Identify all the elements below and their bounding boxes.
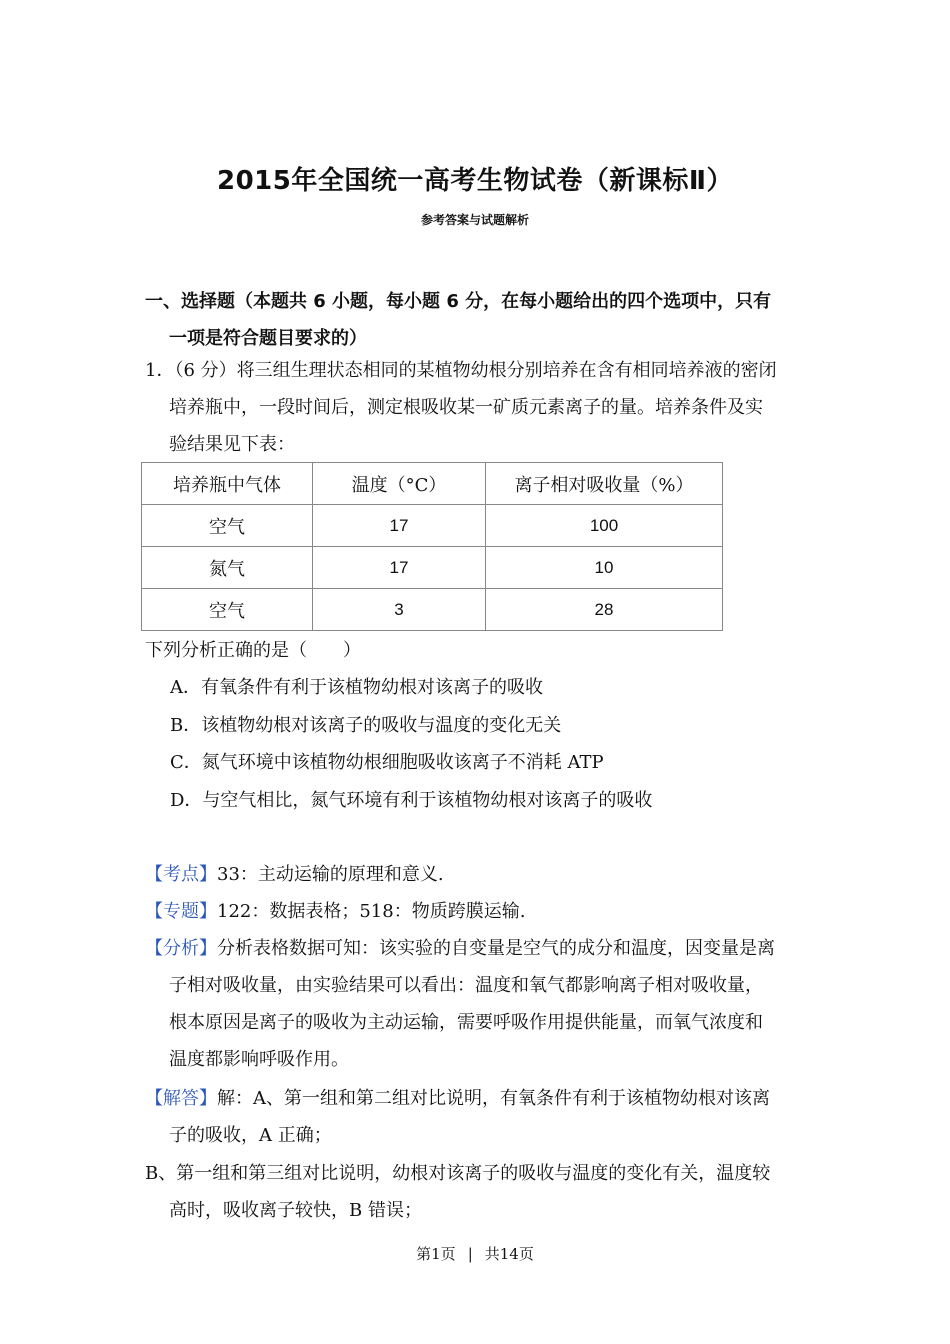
fenxi-paragraph (145, 930, 810, 1078)
fenxi-line2: 子相对吸收量，由实验结果可以看出：温度和氧气都影响离子相对吸收量， (169, 975, 763, 996)
answer-b-line2: 高时，吸收离子较快，B 错误； (169, 1200, 422, 1221)
section-heading-line2: 一项是符合题目要求的） (169, 328, 367, 349)
option-a: A．有氧条件有利于该植物幼根对该离子的吸收 (170, 677, 543, 698)
question-stem-line3: 验结果见下表： (169, 434, 295, 455)
table-header-cell: 培养瓶中气体 (142, 463, 313, 505)
table-cell: 3 (313, 589, 486, 631)
table-row (142, 547, 723, 589)
answer-b-paragraph (145, 1155, 810, 1229)
zhuanti-tag: 【专题】 (145, 901, 217, 922)
table-cell: 17 (313, 547, 486, 589)
table-cell: 28 (486, 589, 723, 631)
jieda-paragraph (145, 1080, 810, 1154)
kaodian-text: 33：主动运输的原理和意义. (217, 864, 444, 885)
table-row (142, 505, 723, 547)
table-cell: 空气 (142, 505, 313, 547)
table-header-cell: 温度（°C） (313, 463, 486, 505)
section-heading (145, 283, 810, 357)
question-1-stem (145, 352, 810, 463)
table-cell: 氮气 (142, 547, 313, 589)
results-table (141, 462, 723, 631)
option-b: B．该植物幼根对该离子的吸收与温度的变化无关 (170, 714, 562, 736)
answer-b-line1: B、第一组和第三组对比说明，幼根对该离子的吸收与温度的变化有关，温度较 (145, 1163, 771, 1184)
jieda-line2: 子的吸收，A 正确； (169, 1125, 332, 1146)
table-cell: 100 (486, 505, 723, 547)
kaodian-line (145, 856, 810, 893)
section-heading-line1: 一、选择题（本题共 6 小题，每小题 6 分，在每小题给出的四个选项中，只有 (145, 291, 772, 312)
fenxi-line3: 根本原因是离子的吸收为主动运输，需要呼吸作用提供能量，而氧气浓度和 (169, 1012, 763, 1033)
page-total: 共14页 (484, 1245, 534, 1263)
jieda-tag: 【解答】 (145, 1088, 217, 1109)
table-row (142, 589, 723, 631)
question-stem-line1: 1．（6 分）将三组生理状态相同的某植物幼根分别培养在含有相同培养液的密闭 (145, 360, 777, 381)
fenxi-tag: 【分析】 (145, 938, 217, 959)
option-c: C．氮气环境中该植物幼根细胞吸收该离子不消耗 ATP (170, 752, 604, 773)
table-cell: 10 (486, 547, 723, 589)
fenxi-line4: 温度都影响呼吸作用。 (169, 1049, 349, 1070)
zhuanti-line (145, 893, 810, 930)
page-title: 2015年全国统一高考生物试卷（新课标Ⅱ） (217, 166, 733, 196)
fenxi-line1: 分析表格数据可知：该实验的自变量是空气的成分和温度，因变量是离 (217, 938, 775, 959)
option-d: D．与空气相比，氮气环境有利于该植物幼根对该离子的吸收 (170, 789, 653, 811)
answer-options (170, 669, 652, 819)
table-header-row (142, 463, 723, 505)
page-number: 第1页 (416, 1245, 456, 1263)
zhuanti-text: 122：数据表格；518：物质跨膜运输. (217, 901, 526, 922)
page-subtitle: 参考答案与试题解析 (420, 213, 529, 227)
table-header-cell: 离子相对吸收量（%） (486, 463, 723, 505)
kaodian-tag: 【考点】 (145, 864, 217, 885)
question-prompt: 下列分析正确的是（ ） (145, 640, 361, 661)
question-stem-line2: 培养瓶中，一段时间后，测定根吸收某一矿质元素离子的量。培养条件及实 (169, 397, 763, 418)
page-footer (0, 1243, 950, 1264)
table-cell: 17 (313, 505, 486, 547)
jieda-line1: 解：A、第一组和第二组对比说明，有氧条件有利于该植物幼根对该离 (217, 1088, 770, 1109)
footer-separator: | (467, 1245, 473, 1263)
table-cell: 空气 (142, 589, 313, 631)
